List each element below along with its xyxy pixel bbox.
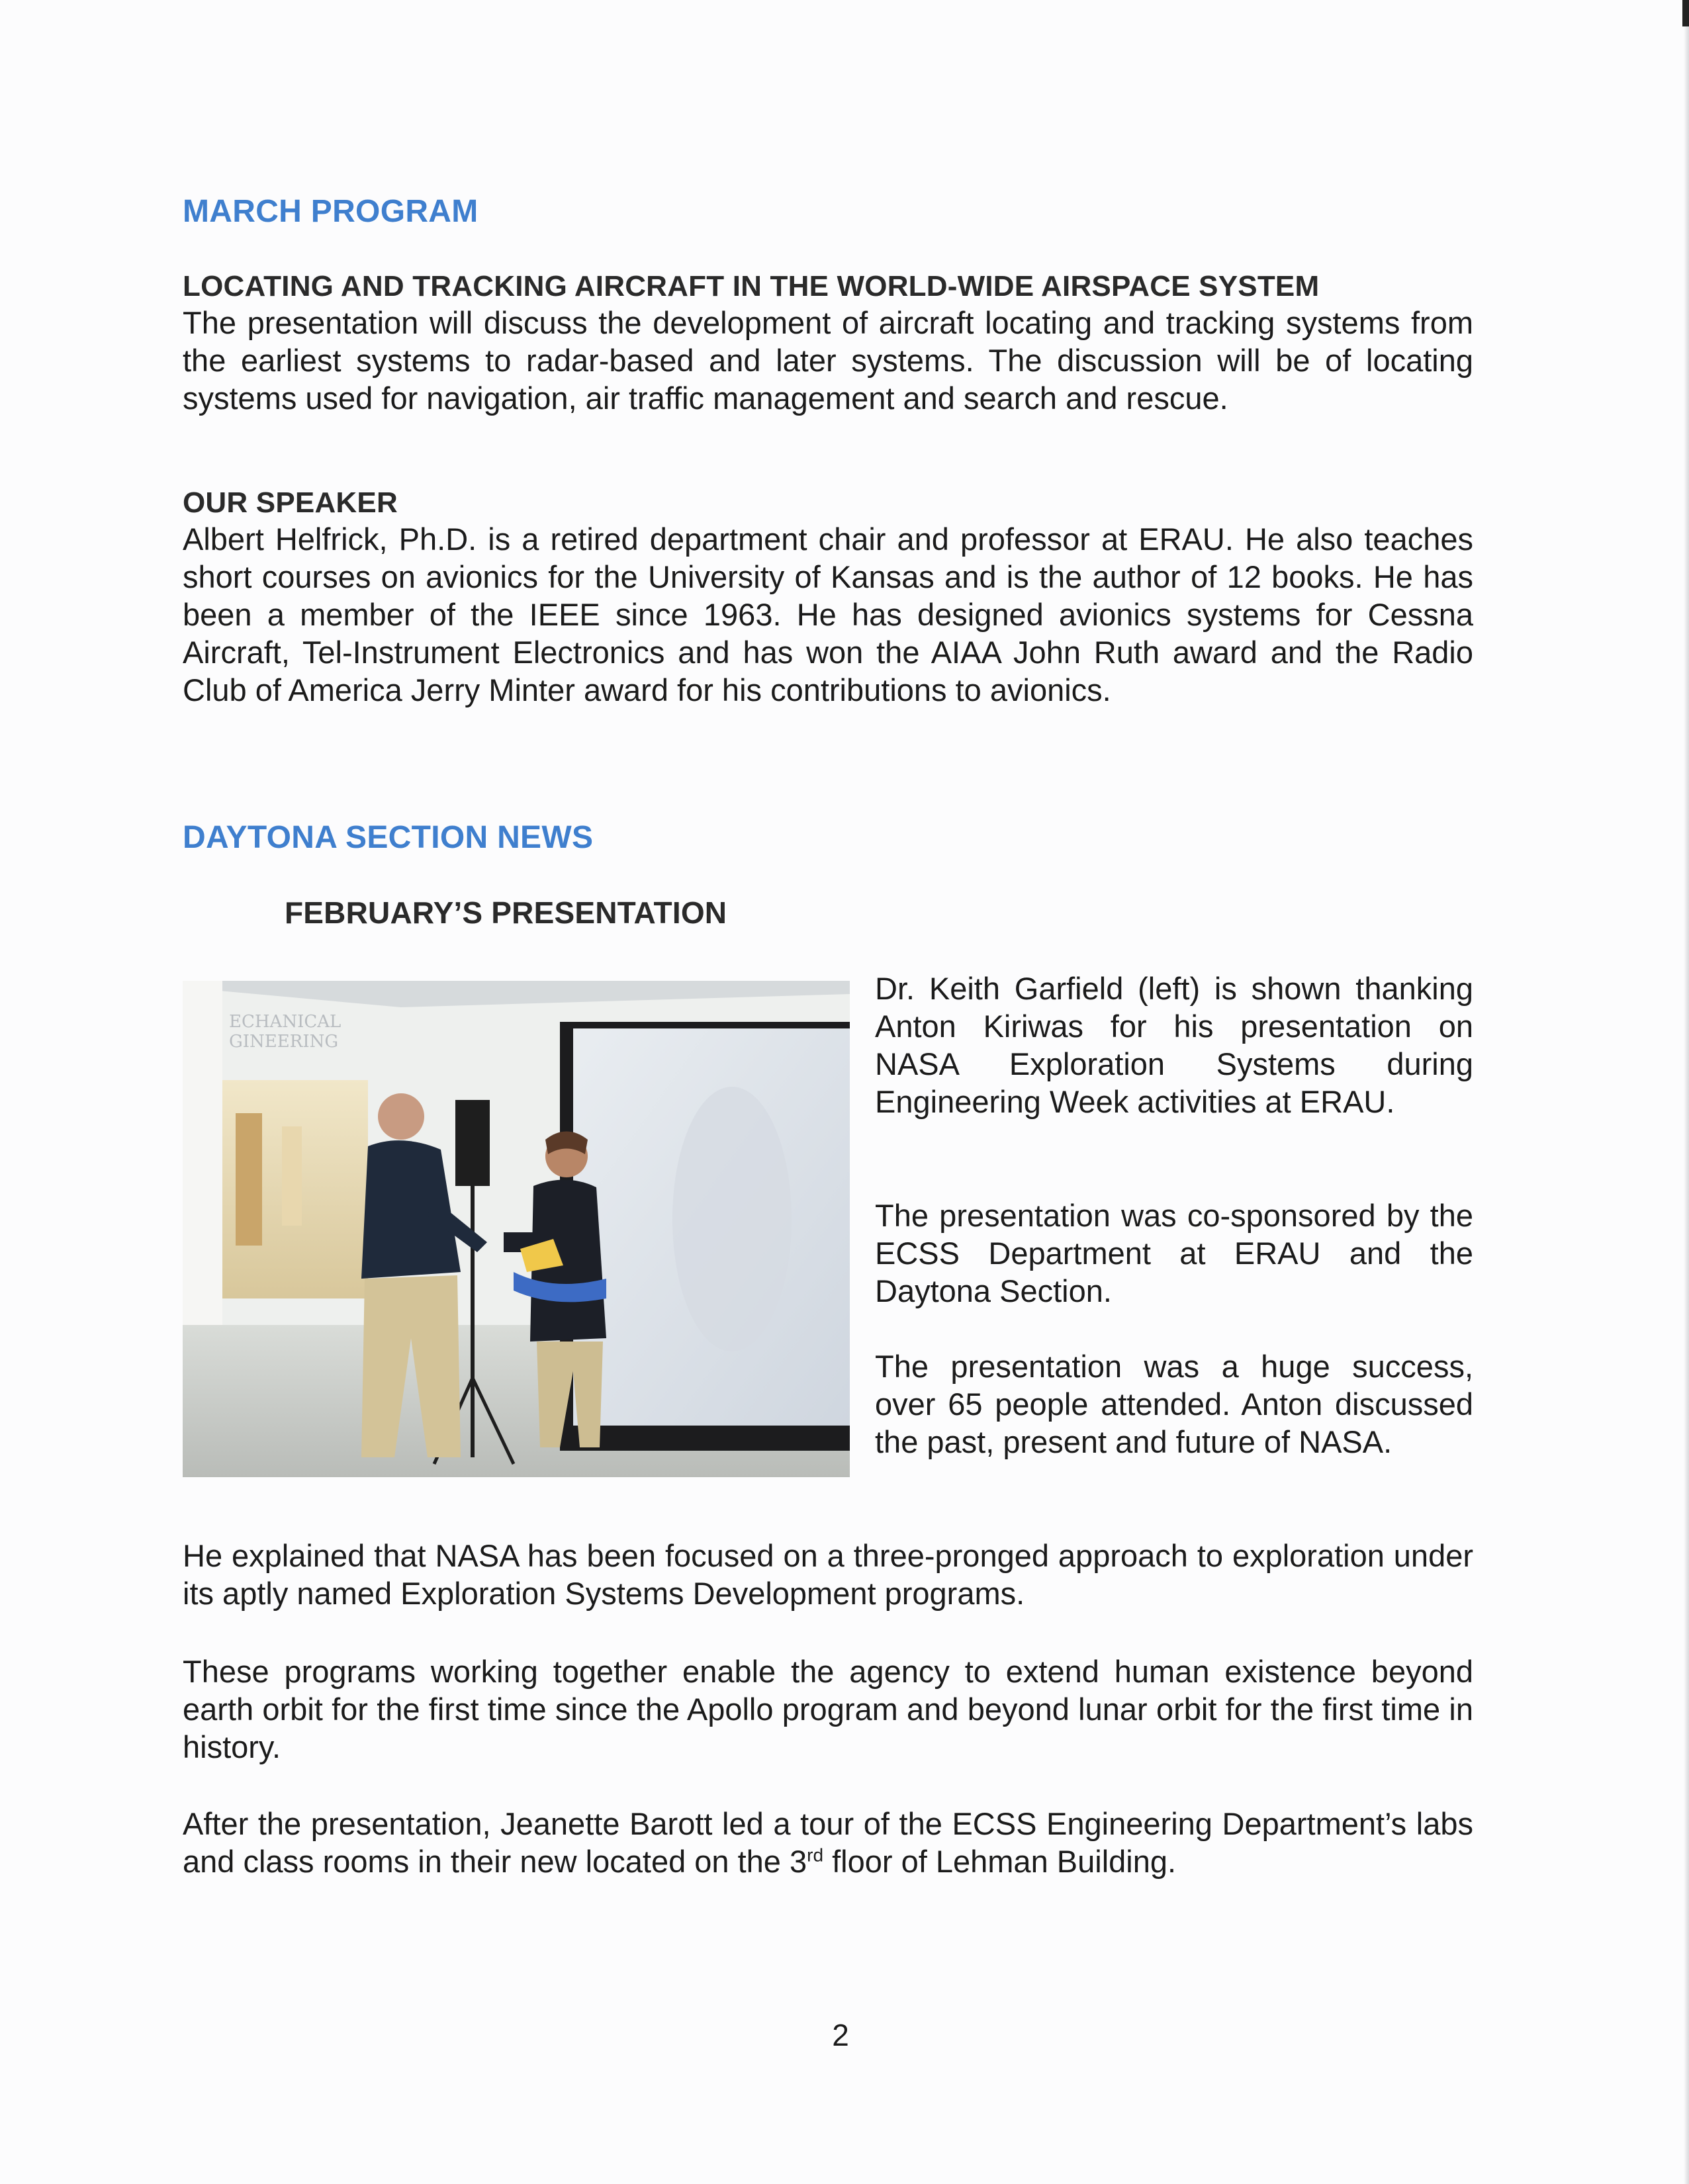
photo-wall-sign-line-1: ECHANICAL (229, 1012, 342, 1032)
closing-text-start: After the presentation, Jeanette Barott led a tour of the ECSS Engineering Department’s labs and class rooms in their new located on the 3 (183, 1806, 1473, 1879)
page-number: 2 (832, 2018, 849, 2052)
march-program-description: The presentation will discuss the development of aircraft locating and tracking systems from the earliest systems to radar-based and later systems. The discussion will be of locating systems used for navigation, air traffic management and search and rescue. (183, 305, 1473, 416)
scan-edge-shadow (1684, 0, 1689, 2184)
photo-wall-sign-line-2: GINEERING (229, 1032, 339, 1052)
news-body-paragraph-2: These programs working together enable the agency to extend human existence beyond earth orbit for the first time since the Apollo program and beyond lunar orbit for the first time in history. (183, 1654, 1473, 1764)
march-program-title: LOCATING AND TRACKING AIRCRAFT IN THE WORLD-WIDE AIRSPACE SYSTEM (183, 270, 1320, 302)
news-closing-paragraph (183, 1805, 1473, 1880)
speaker-bio: Albert Helfrick, Ph.D. is a retired department chair and professor at ERAU. He also teaches short courses on avionics for the University of Kansas and is the author of 12 books. He has been a member of the IEEE since 1963. He has designed avionics systems for Cessna Aircraft, Tel-Instrument Electronics and has won the AIAA John Ruth award and the Radio Club of America Jerry Minter award for his contributions to avionics. (183, 522, 1473, 707)
presentation-photo-image (183, 981, 850, 1477)
photo-caption-paragraph-3: The presentation was a huge success, over 65 people attended. Anton discussed the past, present and future of NASA. (875, 1349, 1473, 1459)
march-program-heading: MARCH PROGRAM (183, 194, 479, 229)
news-body-paragraph-1: He explained that NASA has been focused on a three-pronged approach to exploration under its aptly named Exploration Systems Development programs. (183, 1538, 1473, 1611)
ordinal-suffix: rd (807, 1844, 824, 1866)
photo-caption-paragraph-1: Dr. Keith Garfield (left) is shown thanking Anton Kiriwas for his presentation on NASA Exploration Systems during Engineering Week activities at ERAU. (875, 971, 1473, 1119)
speaker-heading: OUR SPEAKER (183, 486, 398, 519)
presentation-photo (183, 981, 850, 1477)
daytona-section-news-heading: DAYTONA SECTION NEWS (183, 820, 594, 855)
february-presentation-heading: FEBRUARY’S PRESENTATION (285, 895, 727, 930)
closing-text-end: floor of Lehman Building. (823, 1844, 1177, 1879)
photo-caption-paragraph-2: The presentation was co-sponsored by the ECSS Department at ERAU and the Daytona Section. (875, 1198, 1473, 1308)
scan-corner-mark (1682, 0, 1689, 26)
